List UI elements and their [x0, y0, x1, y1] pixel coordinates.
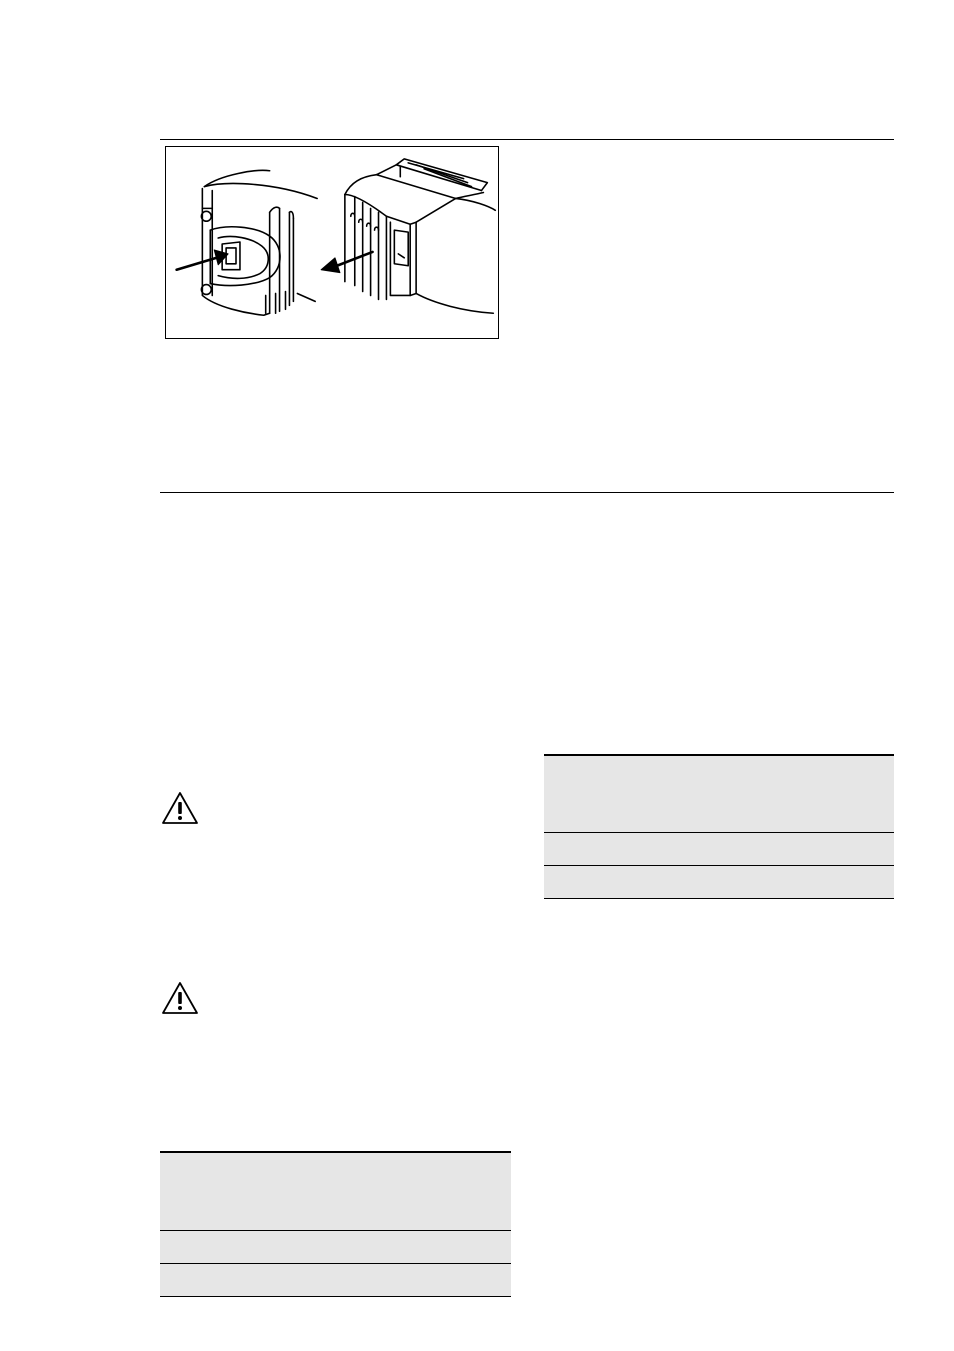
warning-triangle-icon [160, 790, 200, 826]
data-table-left [160, 1151, 511, 1297]
table-row [160, 1264, 511, 1297]
data-table-right [544, 754, 894, 899]
filter-housing-left [201, 170, 317, 315]
filter-body-right [345, 159, 495, 313]
warning-triangle-icon [160, 980, 200, 1016]
table-row [544, 866, 894, 899]
table-row [160, 1231, 511, 1264]
section-rule-middle [160, 492, 894, 493]
table-row [544, 833, 894, 866]
remove-arrow [321, 252, 372, 273]
section-rule-top [160, 139, 894, 140]
filter-illustration [165, 146, 499, 339]
table-header-row [544, 754, 894, 833]
table-header-row [160, 1151, 511, 1231]
